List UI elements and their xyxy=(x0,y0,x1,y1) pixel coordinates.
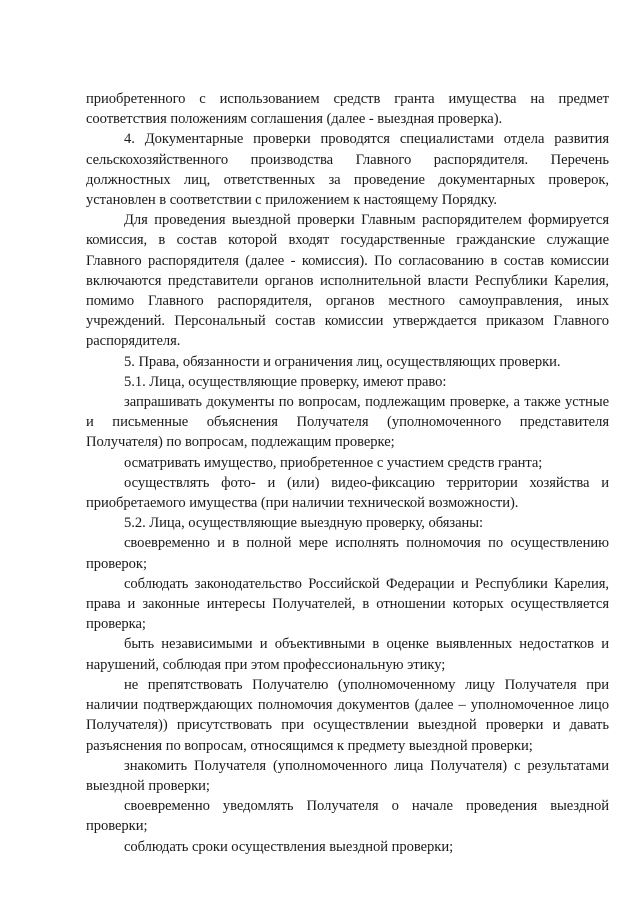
paragraph-right-inspect: осматривать имущество, приобретенное с участием средств гранта; xyxy=(124,454,543,471)
paragraph-right-photo: осуществлять фото- и (или) видео-фиксацию территории хозяйства и приобретаемого имущества (при наличии технической возможности). xyxy=(86,474,609,512)
paragraph-duty-inform: знакомить Получателя (уполномоченного лица Получателя) с результатами выездной проверки; xyxy=(86,757,609,794)
paragraph-duty-objective: быть независимыми и объективными в оценке выявленных недостатков и нарушений, соблюдая при этом профессиональную этику; xyxy=(86,636,609,673)
paragraph-item-5-1: 5.1. Лица, осуществляющие проверку, имеют право: xyxy=(124,373,447,390)
paragraph-item-4: 4. Документарные проверки проводятся специалистами отдела развития сельскохозяйственного производства Главного распорядителя. Перечень должностных лиц, ответственных за проведение документарных проверок, установлен в соответствии с приложением к настоящему Порядку. xyxy=(86,131,609,209)
paragraph-duty-timely: своевременно и в полной мере исполнять полномочия по осуществлению проверок; xyxy=(86,535,609,572)
paragraph-duty-notify: своевременно уведомлять Получателя о начале проведения выездной проверки; xyxy=(86,798,609,835)
paragraph-commission: Для проведения выездной проверки Главным распорядителем формируется комиссия, в состав которой входят государственные гражданские служащие Главного распорядителя (далее - комиссия). По согласованию в состав комиссии включаются представители органов исполнительной власти Республики Карелия, помимо Главного распорядителя, органов местного самоуправления, иных учреждений. Персональный состав комиссии утверждается приказом Главного распорядителя. xyxy=(86,212,609,350)
paragraph-item-5: 5. Права, обязанности и ограничения лиц, осуществляющих проверки. xyxy=(124,353,561,370)
paragraph-item-5-2: 5.2. Лица, осуществляющие выездную проверку, обязаны: xyxy=(124,515,484,532)
paragraph-duty-deadlines: соблюдать сроки осуществления выездной проверки; xyxy=(124,838,454,855)
paragraph-continuation: приобретенного с использованием средств гранта имущества на предмет соответствия положениям соглашения (далее - выездная проверка). xyxy=(86,91,609,128)
paragraph-duty-law: соблюдать законодательство Российской Федерации и Республики Карелия, права и законные интересы Получателей, в отношении которых осуществляется проверка; xyxy=(86,575,609,633)
paragraph-right-request: запрашивать документы по вопросам, подлежащим проверке, а также устные и письменные объяснения Получателя (уполномоченного представителя Получателя) по вопросам, подлежащим проверке; xyxy=(86,394,609,451)
paragraph-duty-presence: не препятствовать Получателю (уполномоченному лицу Получателя при наличии подтверждающих полномочия документов (далее – уполномоченное лицо Получателя)) присутствовать при осуществлении выездной проверки и давать разъяснения по вопросам, относящимся к предмету выездной проверки; xyxy=(86,676,609,754)
